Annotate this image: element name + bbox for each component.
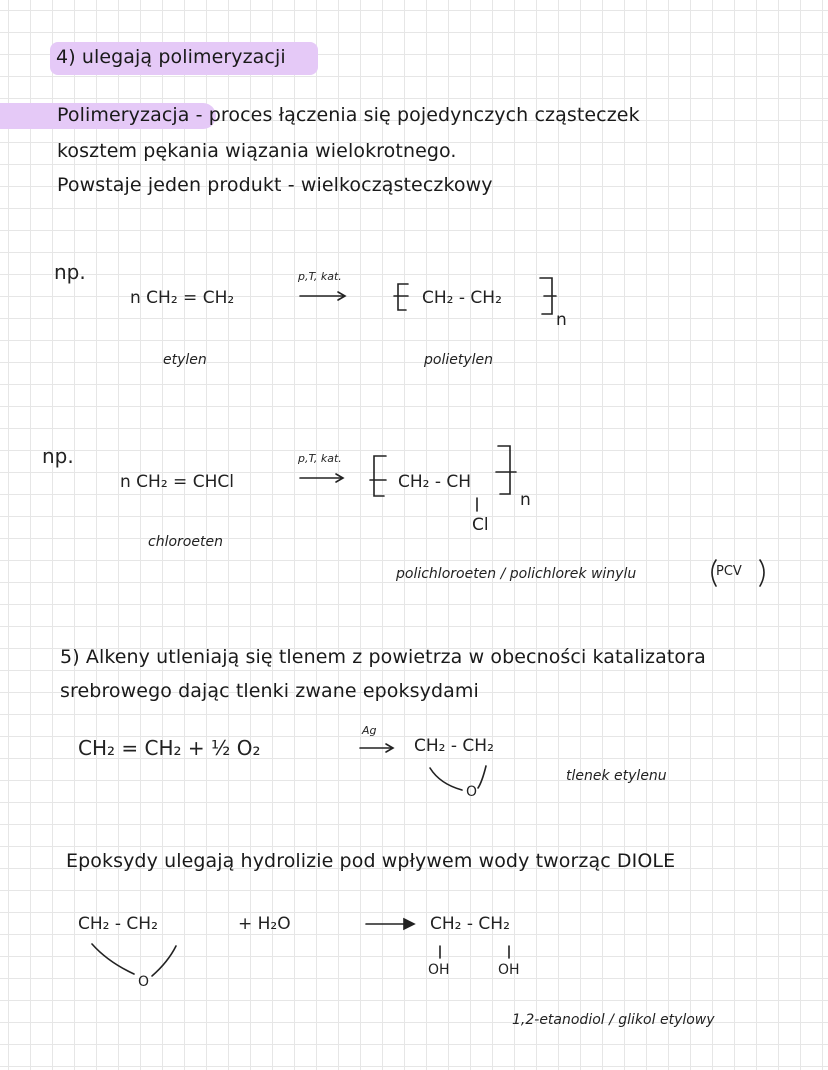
example-1-label: np. <box>54 260 86 284</box>
oxidation-arrow-icon <box>360 744 393 752</box>
hydrolysis-arrow-icon <box>366 919 414 929</box>
section-5-heading-line-1: 5) Alkeny utleniają się tlenem z powietrza w obecności katalizatora <box>60 646 706 668</box>
example-2-substituent: Cl <box>472 515 489 535</box>
reaction-arrow-1-icon <box>300 292 345 300</box>
ethylene-oxide-name: tlenek etylenu <box>566 768 667 784</box>
reaction-arrow-2-icon <box>300 474 343 482</box>
section-5-heading-line-2: srebrowego dając tlenki zwane epoksydami <box>60 680 479 702</box>
definition-line-3: Powstaje jeden produkt - wielkocząsteczkowy <box>57 174 493 196</box>
silver-catalyst: Ag <box>362 724 377 737</box>
definition-line-2: kosztem pękania wiązania wielokrotnego. <box>57 140 457 162</box>
epoxide-oxygen: O <box>466 784 478 800</box>
example-1-subscript: n <box>556 310 567 330</box>
pcv-abbreviation: PCV <box>716 564 742 579</box>
polymerization-term: Polimeryzacja <box>57 104 190 126</box>
polymer-bracket-2-icon <box>370 446 516 511</box>
example-2-reactant-name: chloroeten <box>148 534 223 550</box>
hydrolysis-heading: Epoksydy ulegają hydrolizie pod wpływem wody tworząc DIOLE <box>66 850 676 872</box>
diol-bonds-icon <box>440 946 509 958</box>
polymer-bracket-1-icon <box>394 278 556 314</box>
example-2-conditions: p,T, kat. <box>298 452 342 465</box>
example-2-label: np. <box>42 444 74 468</box>
example-1-reactant: n CH₂ = CH₂ <box>130 288 235 308</box>
water-reagent: + H₂O <box>238 914 291 934</box>
hydroxyl-group-2: OH <box>498 962 520 978</box>
section-4-heading: 4) ulegają polimeryzacji <box>56 46 286 68</box>
oxidation-reactants: CH₂ = CH₂ + ½ O₂ <box>78 736 261 760</box>
epoxide-product: CH₂ - CH₂ <box>414 736 494 756</box>
epoxide-ring-icon <box>430 766 486 790</box>
pcv-parentheses-icon <box>712 560 764 586</box>
hydrolysis-epoxide-ring-icon <box>92 944 176 976</box>
example-1-conditions: p,T, kat. <box>298 270 342 283</box>
example-1-product: CH₂ - CH₂ <box>422 288 502 308</box>
diol-product: CH₂ - CH₂ <box>430 914 510 934</box>
example-1-reactant-name: etylen <box>163 352 207 368</box>
example-2-subscript: n <box>520 490 531 510</box>
example-2-product: CH₂ - CH <box>398 472 472 492</box>
diol-name: 1,2-etanodiol / glikol etylowy <box>512 1012 715 1028</box>
hydrolysis-reactant: CH₂ - CH₂ <box>78 914 158 934</box>
definition-text: - proces łączenia się pojedynczych cząsteczek <box>189 104 640 126</box>
hydrolysis-reactant-oxygen: O <box>138 974 150 990</box>
example-2-product-name: polichloroeten / polichlorek winylu <box>396 566 637 582</box>
hydroxyl-group-1: OH <box>428 962 450 978</box>
example-2-reactant: n CH₂ = CHCl <box>120 472 234 492</box>
example-1-product-name: polietylen <box>424 352 493 368</box>
